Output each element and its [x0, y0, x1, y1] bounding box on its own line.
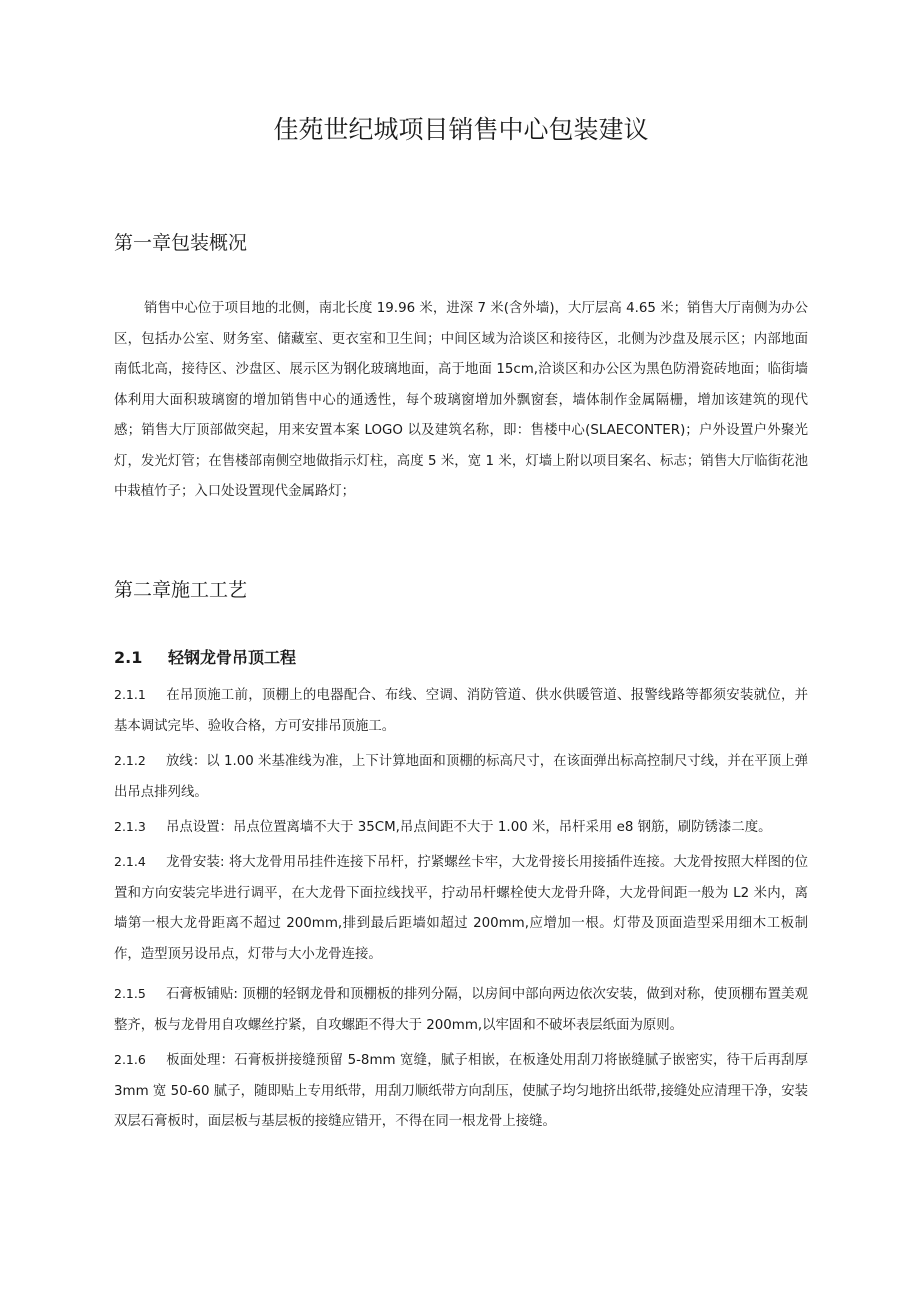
item-number: 2.1.2 — [114, 753, 146, 768]
section-title: 轻钢龙骨吊顶工程 — [168, 648, 297, 667]
item-number: 2.1.3 — [114, 819, 146, 834]
list-item — [114, 847, 808, 970]
chapter-2-heading: 第二章施工工艺 — [114, 579, 248, 601]
item-number: 2.1.5 — [114, 986, 146, 1001]
item-number: 2.1.4 — [114, 854, 146, 869]
item-text: 放线：以 1.00 米基准线为准，上下计算地面和顶棚的标高尺寸，在该面弹出标高控制尺寸线，并在平顶上弹出吊点排列线。 — [114, 754, 808, 800]
item-text: 板面处理：石膏板拼接缝预留 5-8mm 宽缝，腻子相嵌，在板逢处用刮刀将嵌缝腻子嵌密实，待干后再刮厚 3mm 宽 50-60 腻子，随即贴上专用纸带，用刮刀顺纸带方向刮压，使腻子均匀地挤出纸带,接缝处应清理干净，安装双层石膏板时，面层板与基层板的接缝应错开，不得在同一根龙骨上接缝。 — [114, 1053, 808, 1129]
chapter-1-heading: 第一章包装概况 — [114, 232, 248, 254]
section-2-1-heading — [114, 645, 296, 671]
item-text: 吊点设置：吊点位置离墙不大于 35CM,吊点间距不大于 1.00 米，吊杆采用 e8 钢筋，刷防锈漆二度。 — [166, 820, 772, 835]
item-text: 石膏板铺贴: 顶棚的轻钢龙骨和顶棚板的排列分隔，以房间中部向两边依次安装，做到对称，使顶棚布置美观整齐，板与龙骨用自攻螺丝拧紧，自攻螺距不得大于 200mm,以牢固和不破坏表层纸面为原则。 — [114, 987, 808, 1033]
document-title: 佳苑世纪城项目销售中心包装建议 — [273, 115, 649, 144]
list-item — [114, 979, 808, 1041]
section-number: 2.1 — [114, 648, 143, 667]
list-item — [114, 1045, 808, 1138]
list-item — [114, 812, 808, 844]
item-number: 2.1.6 — [114, 1052, 146, 1067]
list-item — [114, 746, 808, 808]
chapter-1-paragraph: 销售中心位于项目地的北侧，南北长度 19.96 米，进深 7 米(含外墙)，大厅层高 4.65 米；销售大厅南侧为办公区，包括办公室、财务室、储藏室、更衣室和卫生间；中间区域为洽谈区和接待区，北侧为沙盘及展示区；内部地面南低北高，接待区、沙盘区、展示区为钢化玻璃地面，高于地面 15cm,洽谈区和办公区为黑色防滑瓷砖地面；临街墙体利用大面积玻璃窗的增加销售中心的通透性，每个玻璃窗增加外飘窗套，墙体制作金属隔栅，增加该建筑的现代感；销售大厅顶部做突起，用来安置本案 LOGO 以及建筑名称，即：售楼中心(SLAECONTER)；户外设置户外聚光灯，发光灯管；在售楼部南侧空地做指示灯柱，高度 5 米，宽 1 米，灯墙上附以项目案名、标志；销售大厅临街花池中栽植竹子；入口处设置现代金属路灯； — [114, 301, 808, 499]
list-item — [114, 680, 808, 742]
item-text: 龙骨安装: 将大龙骨用吊挂件连接下吊杆，拧紧螺丝卡牢，大龙骨接长用接插件连接。大龙骨按照大样图的位置和方向安装完毕进行调平，在大龙骨下面拉线找平，拧动吊杆螺栓使大龙骨升降，大龙骨间距一般为 L2 米内，离墙第一根大龙骨距离不超过 200mm,排到最后距墙如超过 200mm,应增加一根。灯带及顶面造型采用细木工板制作，造型顶另设吊点，灯带与大小龙骨连接。 — [114, 855, 808, 962]
item-number: 2.1.1 — [114, 687, 146, 702]
item-text: 在吊顶施工前，顶棚上的电器配合、布线、空调、消防管道、供水供暖管道、报警线路等都须安装就位，并基本调试完毕、验收合格，方可安排吊顶施工。 — [114, 688, 808, 734]
